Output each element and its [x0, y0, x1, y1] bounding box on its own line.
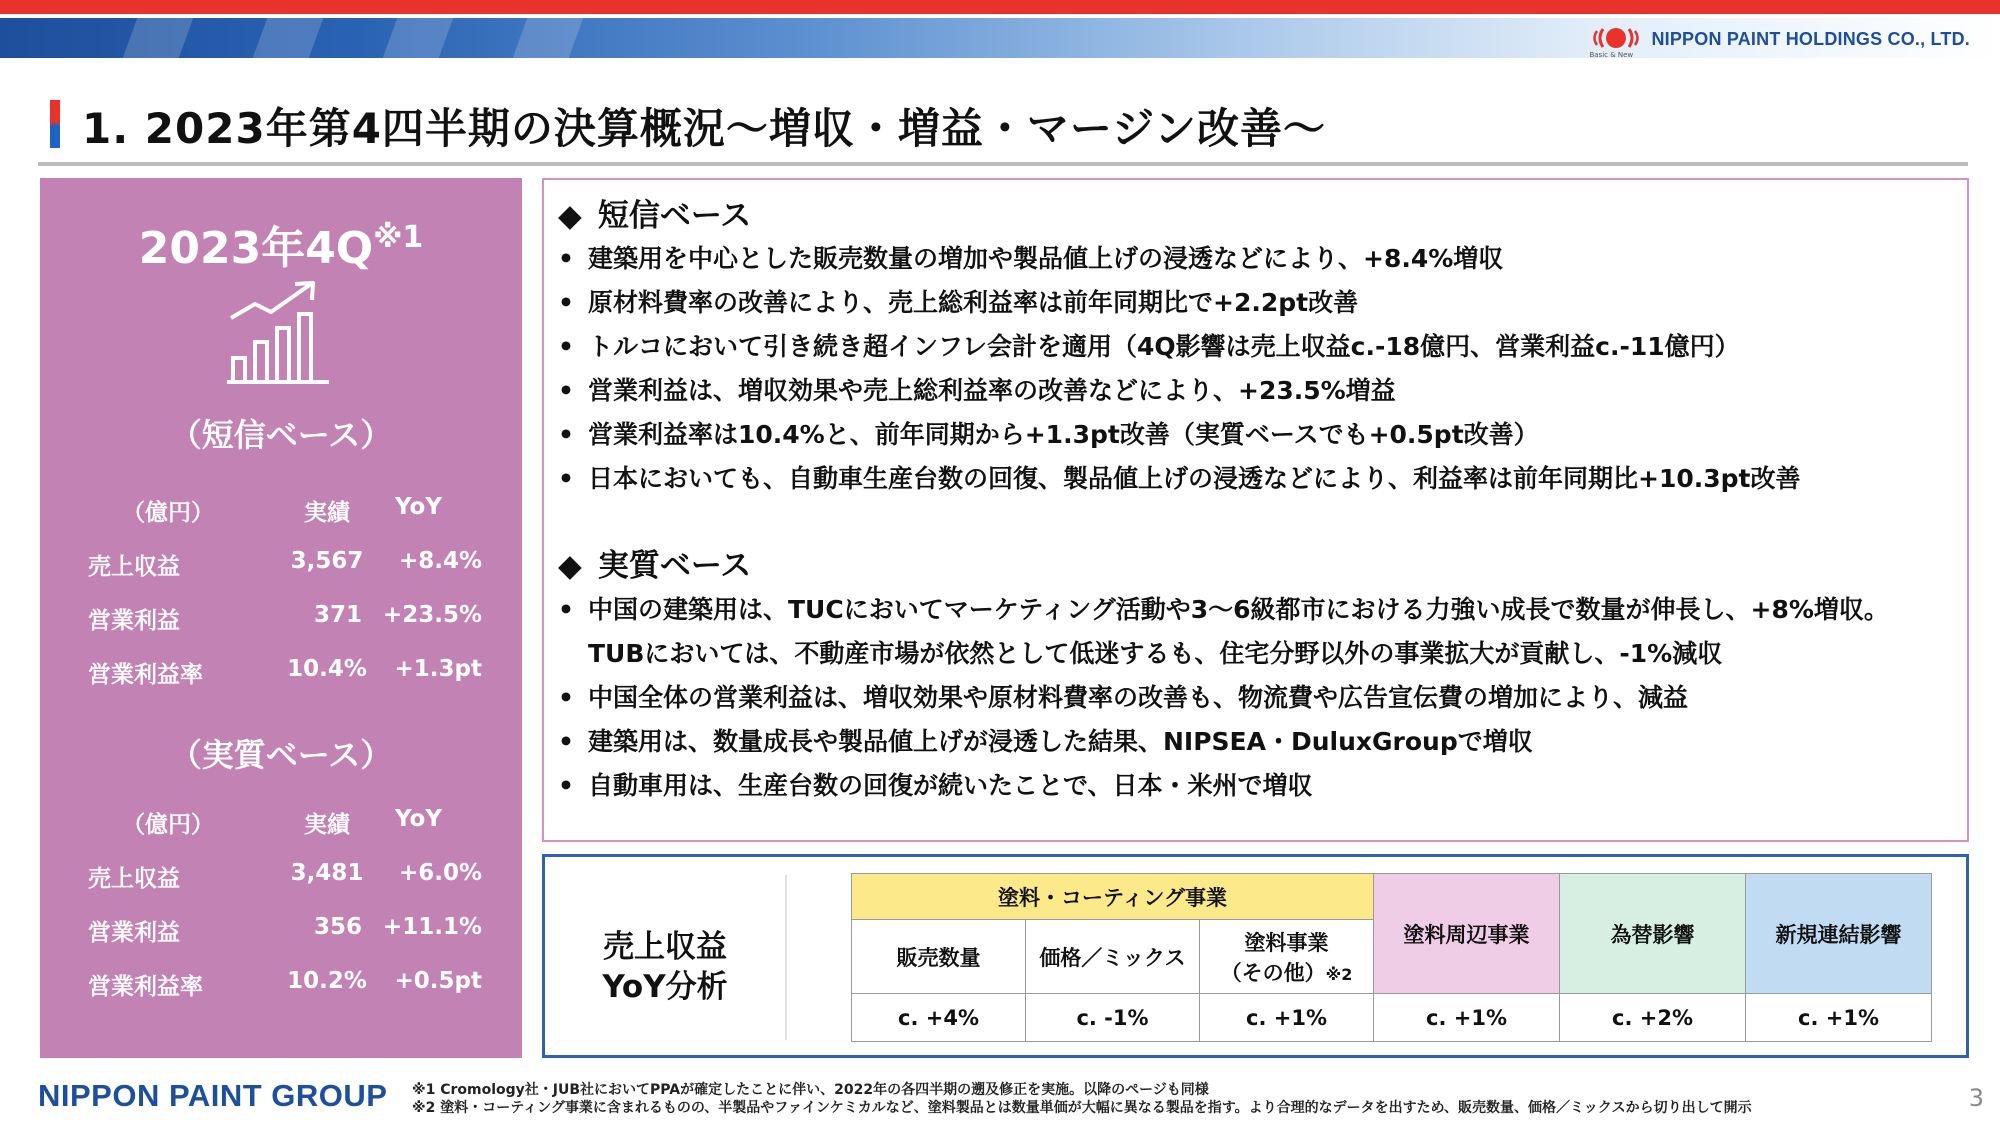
summary-panel — [40, 178, 522, 1058]
paint-other-line1: 塗料事業 — [1244, 930, 1329, 955]
metric-name: 売上収益 — [88, 554, 180, 580]
notes-panel — [542, 178, 1969, 842]
bullet-dot-icon: • — [558, 771, 574, 800]
list-item — [558, 678, 1688, 714]
list-item-text: 建築用は、数量成長や製品値上げが浸透した結果、NIPSEA・DuluxGroupで増収 — [588, 727, 1533, 756]
jisshitsu-heading-text: 実質ベース — [597, 548, 752, 584]
jisshitsu-heading — [558, 540, 751, 585]
footnote-2: ※2 塗料・コーティング事業に含まれるものの、半製品やファインケミカルなど、塗料製品とは数量単価が大幅に異なる製品を指す。より合理的なデータを出すため、販売数量、価格／ミックスから切り出して開示 — [412, 1100, 1752, 1116]
company-name: NIPPON PAINT HOLDINGS CO., LTD. — [1651, 28, 1970, 49]
bullet-dot-icon: • — [558, 244, 574, 273]
list-item-text: トルコにおいて引き続き超インフレ会計を適用（4Q影響は売上収益c.-18億円、営業利益c.-11億円） — [588, 332, 1740, 361]
metric-yoy: +23.5% — [382, 602, 482, 628]
metric-name: 営業利益率 — [88, 974, 203, 1000]
list-item-text: 中国の建築用は、TUCにおいてマーケティング活動や3～6級都市における力強い成長で数量が伸長し、+8%増収。 — [588, 595, 1889, 624]
metric-value: 10.2% — [287, 968, 367, 994]
adjacent-business-header: 塗料周辺事業 — [1374, 874, 1560, 994]
list-item — [558, 722, 1533, 758]
table-row — [40, 602, 522, 642]
list-item-continuation: TUBにおいては、不動産市場が依然として低迷するも、住宅分野以外の事業拡大が貢献し、-1%減収 — [588, 639, 1723, 668]
table-row — [40, 914, 522, 954]
title-divider — [38, 162, 1968, 166]
volume-header: 販売数量 — [852, 920, 1026, 994]
bullet-dot-icon: • — [558, 595, 574, 624]
list-item — [558, 283, 1358, 319]
actual-header: 実績 — [304, 500, 350, 526]
list-item — [558, 766, 1313, 802]
table-row — [40, 968, 522, 1008]
metric-name: 売上収益 — [88, 866, 180, 892]
paint-coating-header: 塗料・コーティング事業 — [852, 874, 1374, 920]
metric-value: 10.4% — [287, 656, 367, 682]
nippon-paint-group-logo: NIPPON PAINT GROUP — [38, 1078, 388, 1113]
list-item — [558, 415, 1539, 451]
yoy-value: c. -1% — [1026, 994, 1200, 1042]
list-item-text: 自動車用は、生産台数の回復が続いたことで、日本・米州で増収 — [588, 771, 1313, 800]
yoy-header: YoY — [395, 494, 442, 520]
diamond-bullet-icon: ◆ — [558, 548, 582, 584]
bullet-dot-icon: • — [558, 464, 574, 493]
metric-yoy: +1.3pt — [394, 656, 482, 682]
metric-name: 営業利益率 — [88, 662, 203, 688]
metric-yoy: +0.5pt — [394, 968, 482, 994]
unit-header: （億円） — [122, 812, 214, 838]
table-row — [40, 656, 522, 696]
price-mix-header: 価格／ミックス — [1026, 920, 1200, 994]
page-title: 1. 2023年第4四半期の決算概況～増収・増益・マージン改善～ — [82, 104, 1327, 153]
jisshitsu-label: （実質ベース） — [169, 736, 393, 774]
list-item-text: 中国全体の営業利益は、増収効果や原材料費率の改善も、物流費や広告宣伝費の増加により、減益 — [588, 683, 1689, 712]
metric-value: 3,567 — [290, 548, 364, 574]
metric-value: 356 — [313, 914, 362, 940]
tanshin-heading — [558, 190, 751, 235]
yoy-header: YoY — [395, 806, 442, 832]
yoy-value: c. +1% — [1746, 994, 1932, 1042]
yoy-title — [545, 927, 785, 1007]
nippon-paint-logo-icon — [1589, 26, 1643, 59]
bullet-dot-icon: • — [558, 420, 574, 449]
tanshin-label: （短信ベース） — [169, 416, 393, 454]
metric-yoy: +6.0% — [398, 860, 482, 886]
summary-heading-text: 2023年4Q — [138, 223, 374, 274]
diamond-bullet-icon: ◆ — [558, 198, 582, 234]
footnote-1: ※1 Cromology社・JUB社においてPPAが確定したことに伴い、2022年の各四半期の遡及修正を実施。以降のページも同様 — [412, 1082, 1209, 1098]
title-marker — [50, 100, 60, 148]
unit-header: （億円） — [122, 500, 214, 526]
bullet-dot-icon: • — [558, 376, 574, 405]
list-item-text: 営業利益は、増収効果や売上総利益率の改善などにより、+23.5%増益 — [588, 376, 1396, 405]
metric-name: 営業利益 — [88, 608, 180, 634]
yoy-title-line2: YoY分析 — [602, 969, 728, 1005]
yoy-value: c. +1% — [1200, 994, 1374, 1042]
yoy-title-line1: 売上収益 — [603, 929, 727, 965]
table-row — [40, 860, 522, 900]
actual-header: 実績 — [304, 812, 350, 838]
paint-other-header — [1200, 920, 1374, 994]
new-consolidation-header: 新規連結影響 — [1746, 874, 1932, 994]
metric-yoy: +11.1% — [382, 914, 482, 940]
list-item-text: 日本においても、自動車生産台数の回復、製品値上げの浸透などにより、利益率は前年同期比+10.3pt改善 — [588, 464, 1801, 493]
growth-chart-icon — [225, 278, 335, 388]
yoy-analysis-panel — [542, 854, 1969, 1058]
tanshin-heading-text: 短信ベース — [597, 198, 752, 234]
summary-heading — [40, 212, 522, 276]
company-logo — [1589, 26, 1970, 59]
metric-value: 3,481 — [290, 860, 364, 886]
bullet-dot-icon: • — [558, 683, 574, 712]
fx-impact-header: 為替影響 — [1560, 874, 1746, 994]
bullet-dot-icon: • — [558, 332, 574, 361]
summary-heading-note: ※1 — [373, 220, 424, 255]
list-item — [558, 590, 1889, 626]
list-item — [558, 459, 1800, 495]
page-number: 3 — [1968, 1084, 1984, 1112]
table-row — [40, 548, 522, 588]
metric-value: 371 — [313, 602, 362, 628]
list-item-text: 営業利益率は10.4%と、前年同期から+1.3pt改善（実質ベースでも+0.5pt改善） — [588, 420, 1539, 449]
metric-name: 営業利益 — [88, 920, 180, 946]
yoy-table — [851, 873, 1932, 1042]
yoy-divider — [785, 875, 787, 1040]
yoy-value: c. +4% — [852, 994, 1026, 1042]
metric-yoy: +8.4% — [398, 548, 482, 574]
yoy-value: c. +2% — [1560, 994, 1746, 1042]
list-item — [558, 239, 1503, 275]
yoy-value: c. +1% — [1374, 994, 1560, 1042]
tanshin-table-header — [40, 494, 522, 534]
top-red-band — [0, 0, 2000, 14]
list-item — [558, 327, 1740, 363]
paint-other-note: ※2 — [1325, 964, 1353, 984]
paint-other-line2: （その他） — [1220, 960, 1326, 985]
list-item-text: 建築用を中心とした販売数量の増加や製品値上げの浸透などにより、+8.4%増収 — [588, 244, 1504, 273]
list-item — [558, 371, 1396, 407]
bullet-dot-icon: • — [558, 727, 574, 756]
jisshitsu-table-header — [40, 806, 522, 846]
bullet-dot-icon: • — [558, 288, 574, 317]
logo-tagline: Basic & New — [1589, 51, 1634, 59]
list-item-text: 原材料費率の改善により、売上総利益率は前年同期比で+2.2pt改善 — [588, 288, 1359, 317]
